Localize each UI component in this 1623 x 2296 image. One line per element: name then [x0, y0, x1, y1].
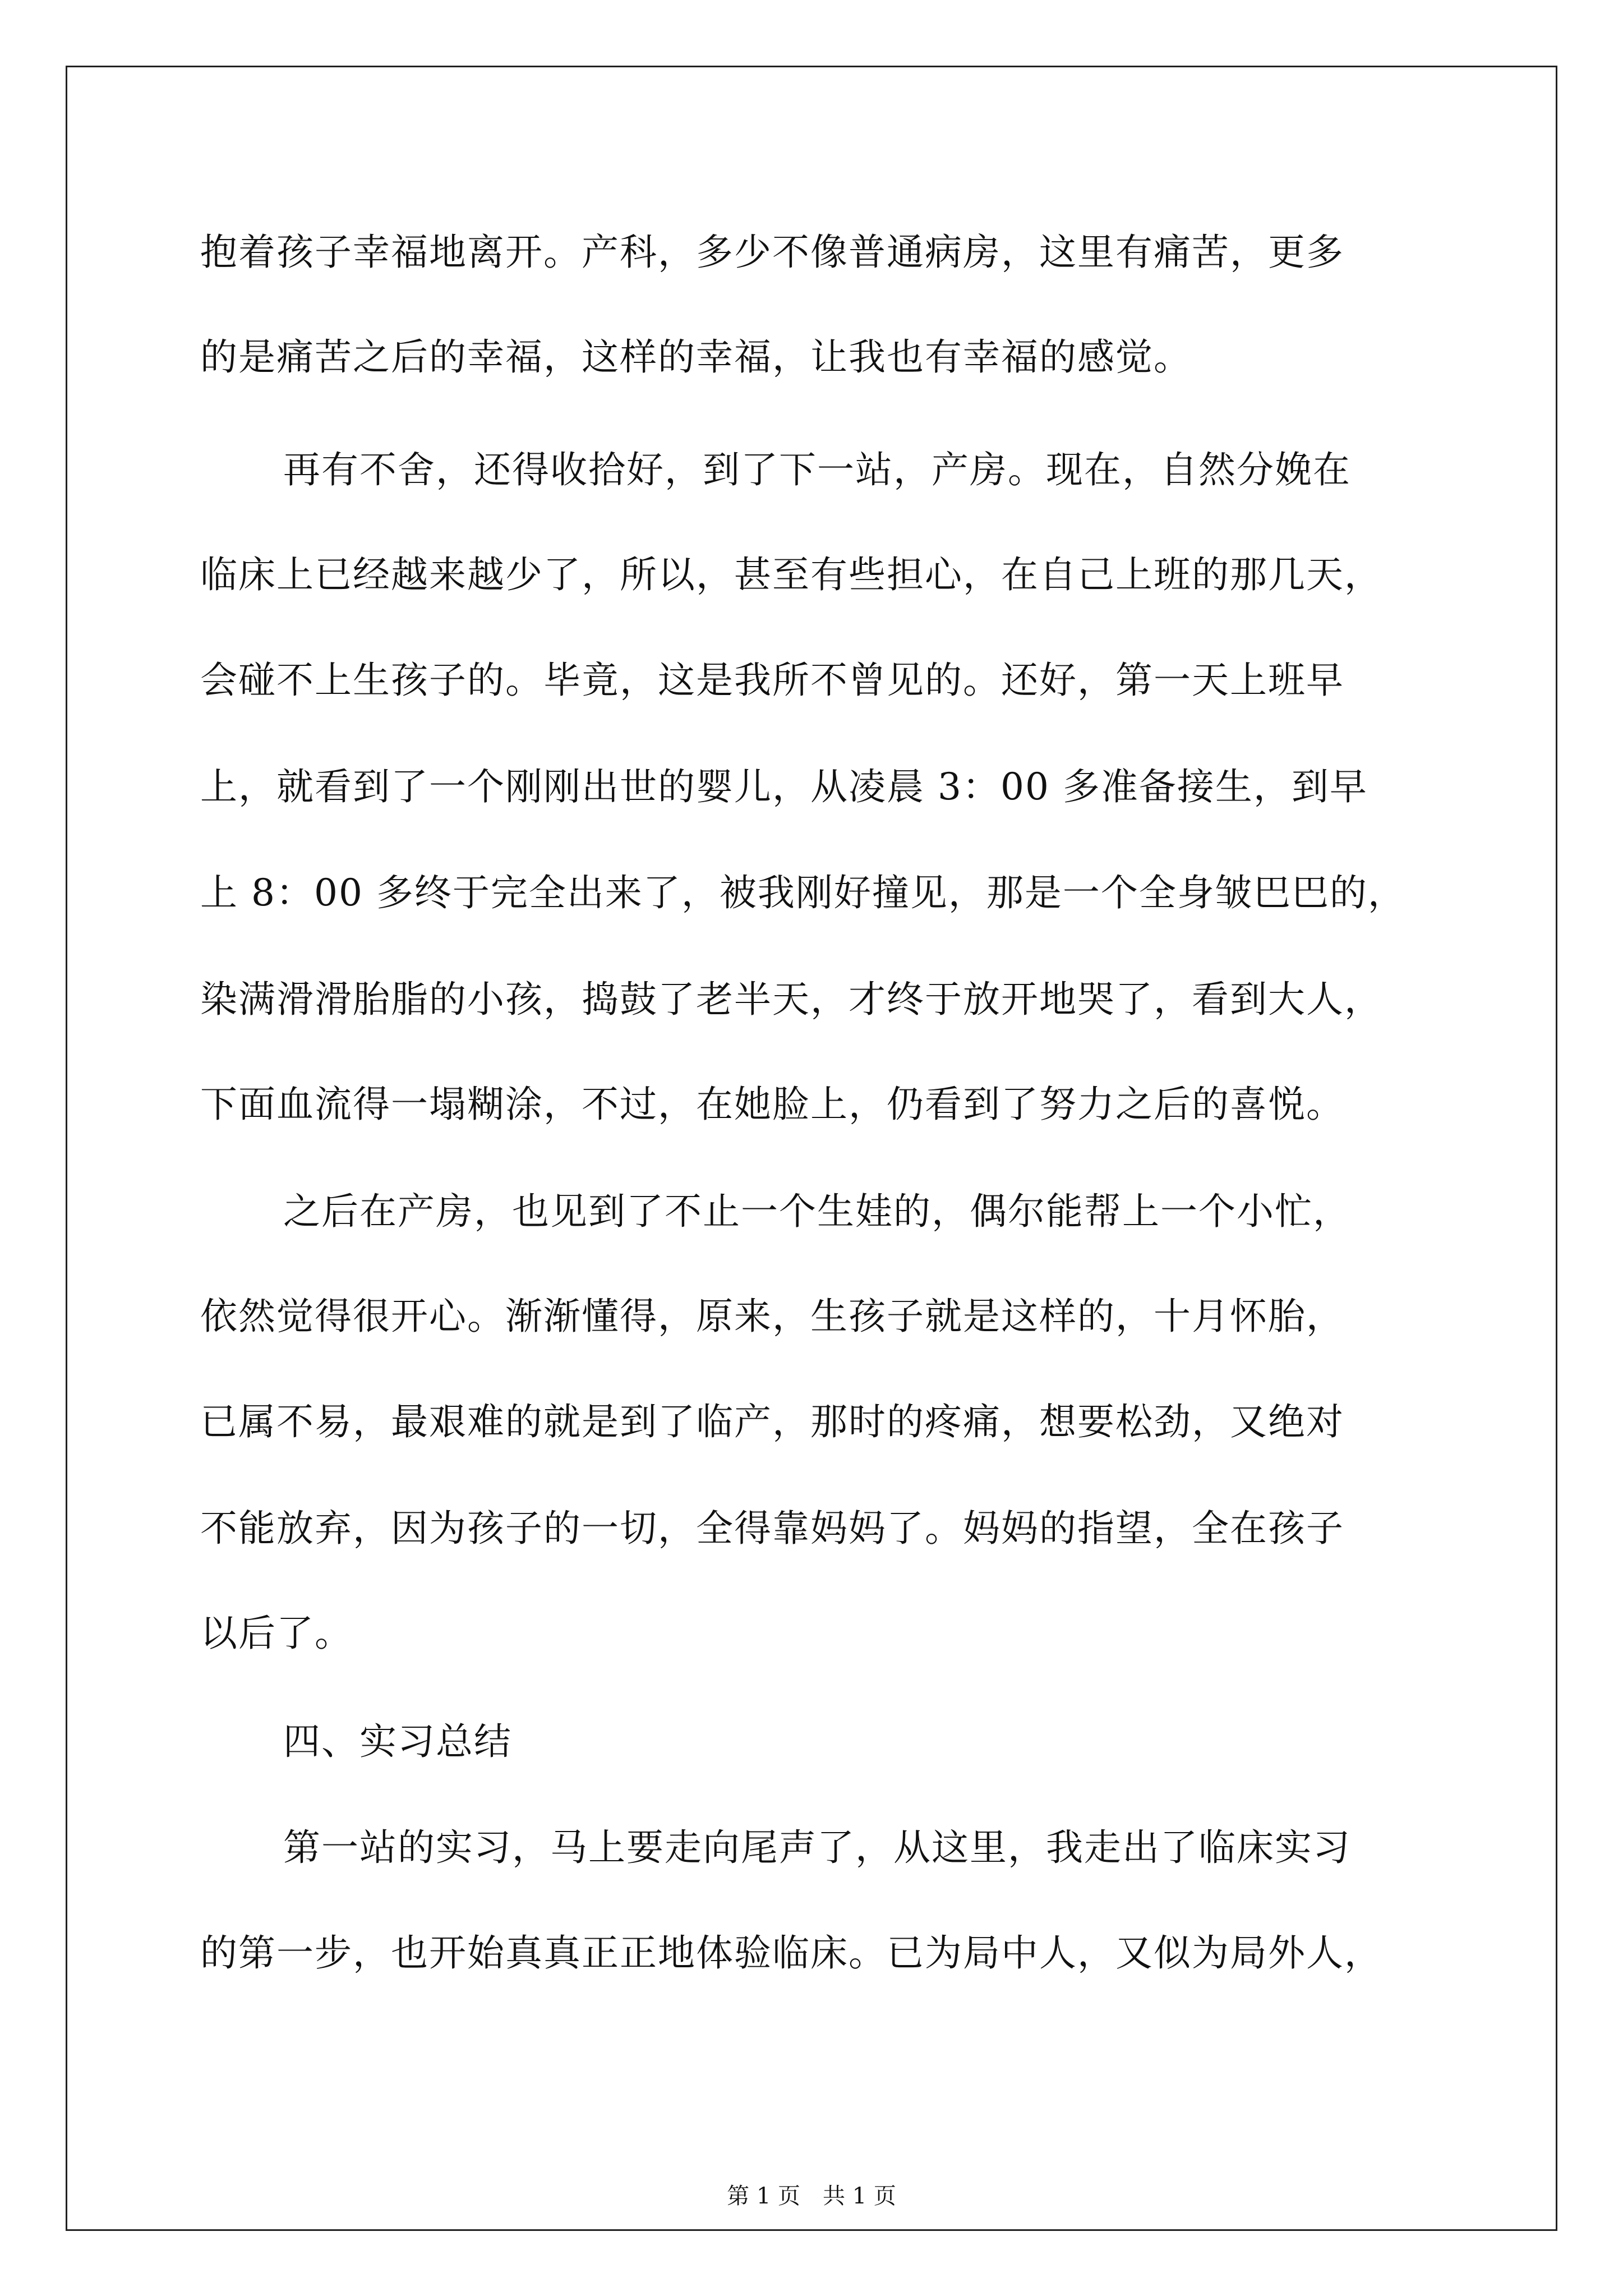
text-line: 临床上已经越来越少了，所以，甚至有些担心，在自己上班的那几天，	[200, 553, 1382, 596]
text-line: 依然觉得很开心。渐渐懂得，原来，生孩子就是这样的，十月怀胎，	[200, 1295, 1344, 1338]
text-line: 不能放弃，因为孩子的一切，全得靠妈妈了。妈妈的指望，全在孩子	[200, 1507, 1344, 1550]
text-line: 上，就看到了一个刚刚出世的婴儿，从凌晨 3：00 多准备接生，到早	[200, 765, 1368, 808]
section-heading: 四、实习总结	[283, 1720, 512, 1763]
text-line: 以后了。	[200, 1612, 353, 1655]
text-line: 已属不易，最艰难的就是到了临产，那时的疼痛，想要松劲，又绝对	[200, 1400, 1344, 1443]
text-line: 上 8：00 多终于完全出来了，被我刚好撞见，那是一个全身皱巴巴的，	[200, 871, 1406, 914]
text-line: 染满滑滑胎脂的小孩，捣鼓了老半天，才终于放开地哭了，看到大人，	[200, 978, 1382, 1021]
text-line: 下面血流得一塌糊涂，不过，在她脸上，仍看到了努力之后的喜悦。	[200, 1083, 1344, 1126]
page-border	[66, 66, 1557, 2231]
text-line: 会碰不上生孩子的。毕竟，这是我所不曾见的。还好，第一天上班早	[200, 659, 1344, 702]
text-line: 第一站的实习，马上要走向尾声了，从这里，我走出了临床实习	[283, 1826, 1351, 1869]
text-line: 之后在产房，也见到了不止一个生娃的，偶尔能帮上一个小忙，	[283, 1190, 1351, 1233]
text-line: 抱着孩子幸福地离开。产科，多少不像普通病房，这里有痛苦，更多	[200, 231, 1344, 274]
page-footer: 第 1 页 共 1 页	[727, 2183, 896, 2209]
text-line: 再有不舍，还得收拾好，到了下一站，产房。现在，自然分娩在	[283, 448, 1351, 491]
text-line: 的第一步，也开始真真正正地体验临床。已为局中人，又似为局外人，	[200, 1931, 1382, 1975]
text-line: 的是痛苦之后的幸福，这样的幸福，让我也有幸福的感觉。	[200, 335, 1192, 379]
